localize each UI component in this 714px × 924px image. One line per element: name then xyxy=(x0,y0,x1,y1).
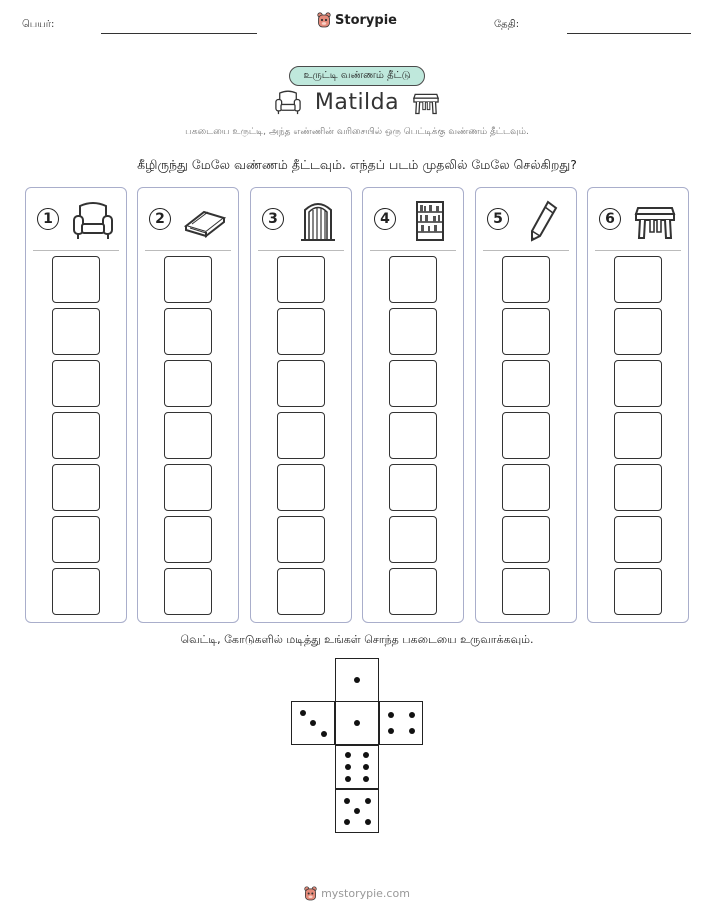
page-title: Matilda xyxy=(314,89,400,115)
color-box[interactable] xyxy=(52,516,100,563)
dice-pip xyxy=(345,776,351,782)
dice-pip xyxy=(409,728,415,734)
color-box[interactable] xyxy=(502,360,550,407)
dice-face xyxy=(379,701,423,745)
column-number: 5 xyxy=(487,208,509,230)
question: கீழிருந்து மேலே வண்ணம் தீட்டவும். எந்தப் படம் முதலில் மேலே செல்கிறது? xyxy=(137,157,577,172)
color-box[interactable] xyxy=(52,256,100,303)
storypie-mascot-icon xyxy=(304,886,317,901)
color-box[interactable] xyxy=(614,308,662,355)
color-box[interactable] xyxy=(389,568,437,615)
instructions: பகடையை உருட்டி, அந்த எண்ணின் வரிசையில் ஒரு பெட்டிக்கு வண்ணம் தீட்டவும். xyxy=(185,127,529,137)
color-box[interactable] xyxy=(502,568,550,615)
pencil-icon xyxy=(520,198,566,242)
date-label: தேதி: xyxy=(494,19,520,30)
color-box[interactable] xyxy=(52,568,100,615)
footer-url[interactable]: mystorypie.com xyxy=(321,887,410,900)
dice-pip xyxy=(345,764,351,770)
color-box[interactable] xyxy=(164,360,212,407)
color-box[interactable] xyxy=(277,360,325,407)
color-box[interactable] xyxy=(614,464,662,511)
color-box[interactable] xyxy=(502,412,550,459)
stool-icon xyxy=(411,88,441,116)
column-number: 6 xyxy=(599,208,621,230)
color-box[interactable] xyxy=(52,464,100,511)
color-box[interactable] xyxy=(164,464,212,511)
dice-pip xyxy=(363,776,369,782)
column-1 xyxy=(25,187,127,623)
footer xyxy=(0,886,714,901)
color-box[interactable] xyxy=(614,516,662,563)
dice-pip xyxy=(388,728,394,734)
dice-face xyxy=(335,745,379,789)
dice-pip xyxy=(354,720,360,726)
storypie-mascot-icon xyxy=(317,12,331,28)
color-box[interactable] xyxy=(502,256,550,303)
column-6 xyxy=(587,187,689,623)
color-box[interactable] xyxy=(277,412,325,459)
color-box[interactable] xyxy=(614,256,662,303)
column-number: 2 xyxy=(149,208,171,230)
dice-pip xyxy=(321,731,327,737)
color-box[interactable] xyxy=(502,464,550,511)
column-number: 1 xyxy=(37,208,59,230)
bookshelf-icon xyxy=(407,198,453,242)
dice-pip xyxy=(363,752,369,758)
column-number: 3 xyxy=(262,208,284,230)
column-number: 4 xyxy=(374,208,396,230)
column-4 xyxy=(362,187,464,623)
dice-pip xyxy=(345,752,351,758)
dice-pip xyxy=(300,710,306,716)
color-box[interactable] xyxy=(164,308,212,355)
color-box[interactable] xyxy=(389,412,437,459)
color-box[interactable] xyxy=(614,568,662,615)
armchair-icon xyxy=(70,198,116,242)
dice-face xyxy=(335,658,379,702)
color-box[interactable] xyxy=(277,516,325,563)
armchair-icon xyxy=(273,88,303,116)
dice-pip xyxy=(354,677,360,683)
color-box[interactable] xyxy=(277,256,325,303)
stool-icon xyxy=(632,198,678,242)
dice-pip xyxy=(365,819,371,825)
dice-pip xyxy=(409,712,415,718)
color-box[interactable] xyxy=(277,568,325,615)
color-box[interactable] xyxy=(389,308,437,355)
color-box[interactable] xyxy=(502,516,550,563)
color-box[interactable] xyxy=(389,360,437,407)
dice-pip xyxy=(363,764,369,770)
dice-pip xyxy=(388,712,394,718)
name-label: பெயர்: xyxy=(22,19,55,30)
name-line[interactable] xyxy=(101,33,257,34)
color-box[interactable] xyxy=(389,464,437,511)
color-box[interactable] xyxy=(389,516,437,563)
color-box[interactable] xyxy=(52,412,100,459)
date-line[interactable] xyxy=(567,33,691,34)
book-icon xyxy=(182,198,228,242)
dice-pip xyxy=(344,798,350,804)
color-box[interactable] xyxy=(389,256,437,303)
column-5 xyxy=(475,187,577,623)
dice-face xyxy=(335,701,379,745)
color-box[interactable] xyxy=(502,308,550,355)
column-2 xyxy=(137,187,239,623)
color-box[interactable] xyxy=(164,412,212,459)
color-box[interactable] xyxy=(164,516,212,563)
column-3 xyxy=(250,187,352,623)
color-box[interactable] xyxy=(52,360,100,407)
color-box[interactable] xyxy=(277,308,325,355)
door-icon xyxy=(295,198,341,242)
dice-pip xyxy=(344,819,350,825)
color-box[interactable] xyxy=(614,412,662,459)
brand-name: Storypie xyxy=(335,12,397,28)
dice-instruction: வெட்டி, கோடுகளில் மடித்து உங்கள் சொந்த பகடையை உருவாக்கவும். xyxy=(180,633,534,646)
dice-pip xyxy=(365,798,371,804)
color-box[interactable] xyxy=(164,568,212,615)
brand-logo xyxy=(0,12,714,28)
dice-face xyxy=(291,701,335,745)
color-box[interactable] xyxy=(614,360,662,407)
color-box[interactable] xyxy=(52,308,100,355)
activity-pill: உருட்டி வண்ணம் தீட்டு xyxy=(289,66,425,86)
dice-face xyxy=(335,789,379,833)
dice-pip xyxy=(310,720,316,726)
color-box[interactable] xyxy=(164,256,212,303)
color-box[interactable] xyxy=(277,464,325,511)
dice-pip xyxy=(354,808,360,814)
title-row xyxy=(0,88,714,116)
